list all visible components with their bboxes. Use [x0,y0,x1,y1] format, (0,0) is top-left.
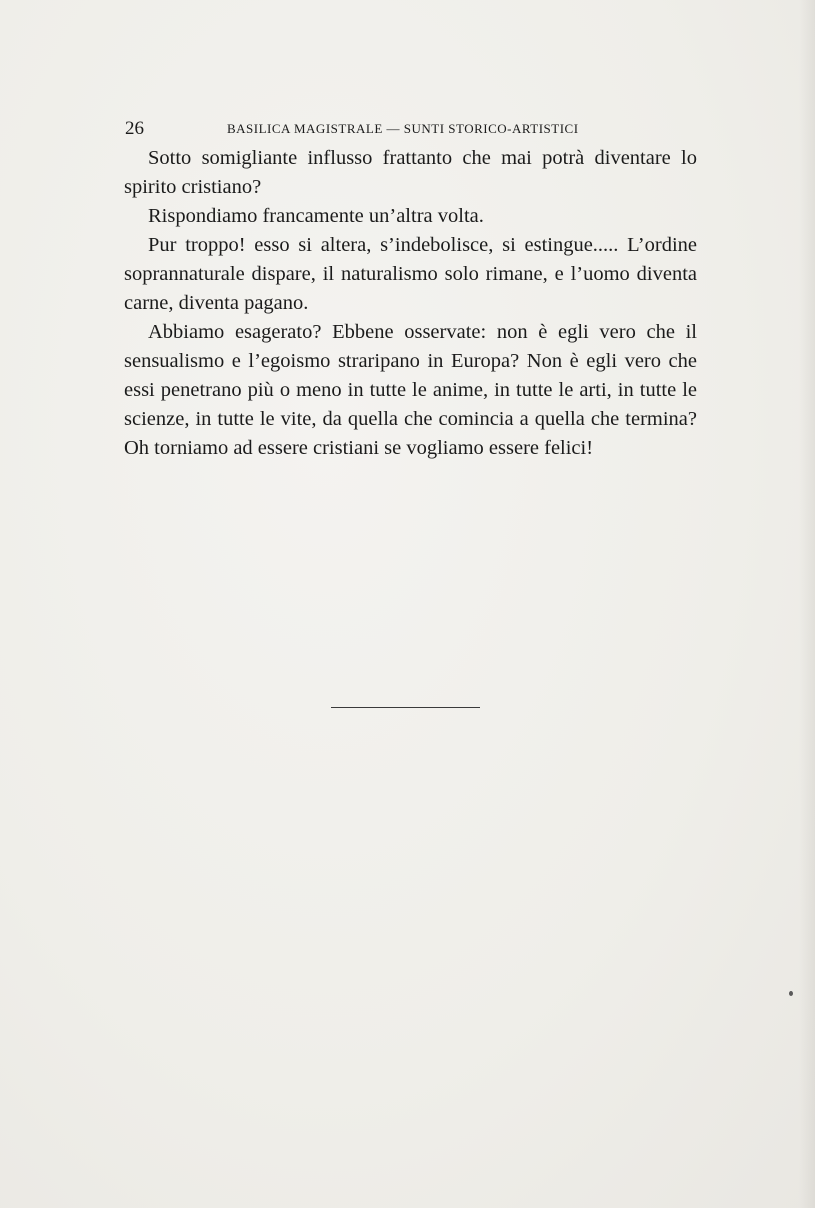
page-header [125,117,697,141]
paragraph: Abbiamo esagerato? Ebbene osservate: non è egli vero che il sensualismo e l’egoismo straripano in Europa? Non è egli vero che essi penetrano più o meno in tutte le anime, in tutte le arti, in tutte le scienze, in tutte le vite, da quella che comincia a quella che termina? Oh torniamo ad essere cristiani se vogliamo essere felici! [124,321,697,459]
running-head: BASILICA MAGISTRALE — SUNTI STORICO-ARTISTICI [227,121,579,136]
paragraph: Sotto somigliante influsso frattanto che mai potrà diventare lo spirito cristiano? [124,147,697,198]
section-end-rule [331,707,480,708]
body-text [124,144,697,463]
paragraph: Rispondiamo francamente un’altra volta. [148,205,484,227]
page-number: 26 [125,118,144,139]
paragraph: Pur troppo! esso si altera, s’indebolisce, si estingue..... L’ordine soprannaturale dispare, il naturalismo solo rimane, e l’uomo diventa carne, diventa pagano. [124,234,697,314]
page-edge-shadow [799,0,815,1208]
paper-speck [789,991,793,996]
